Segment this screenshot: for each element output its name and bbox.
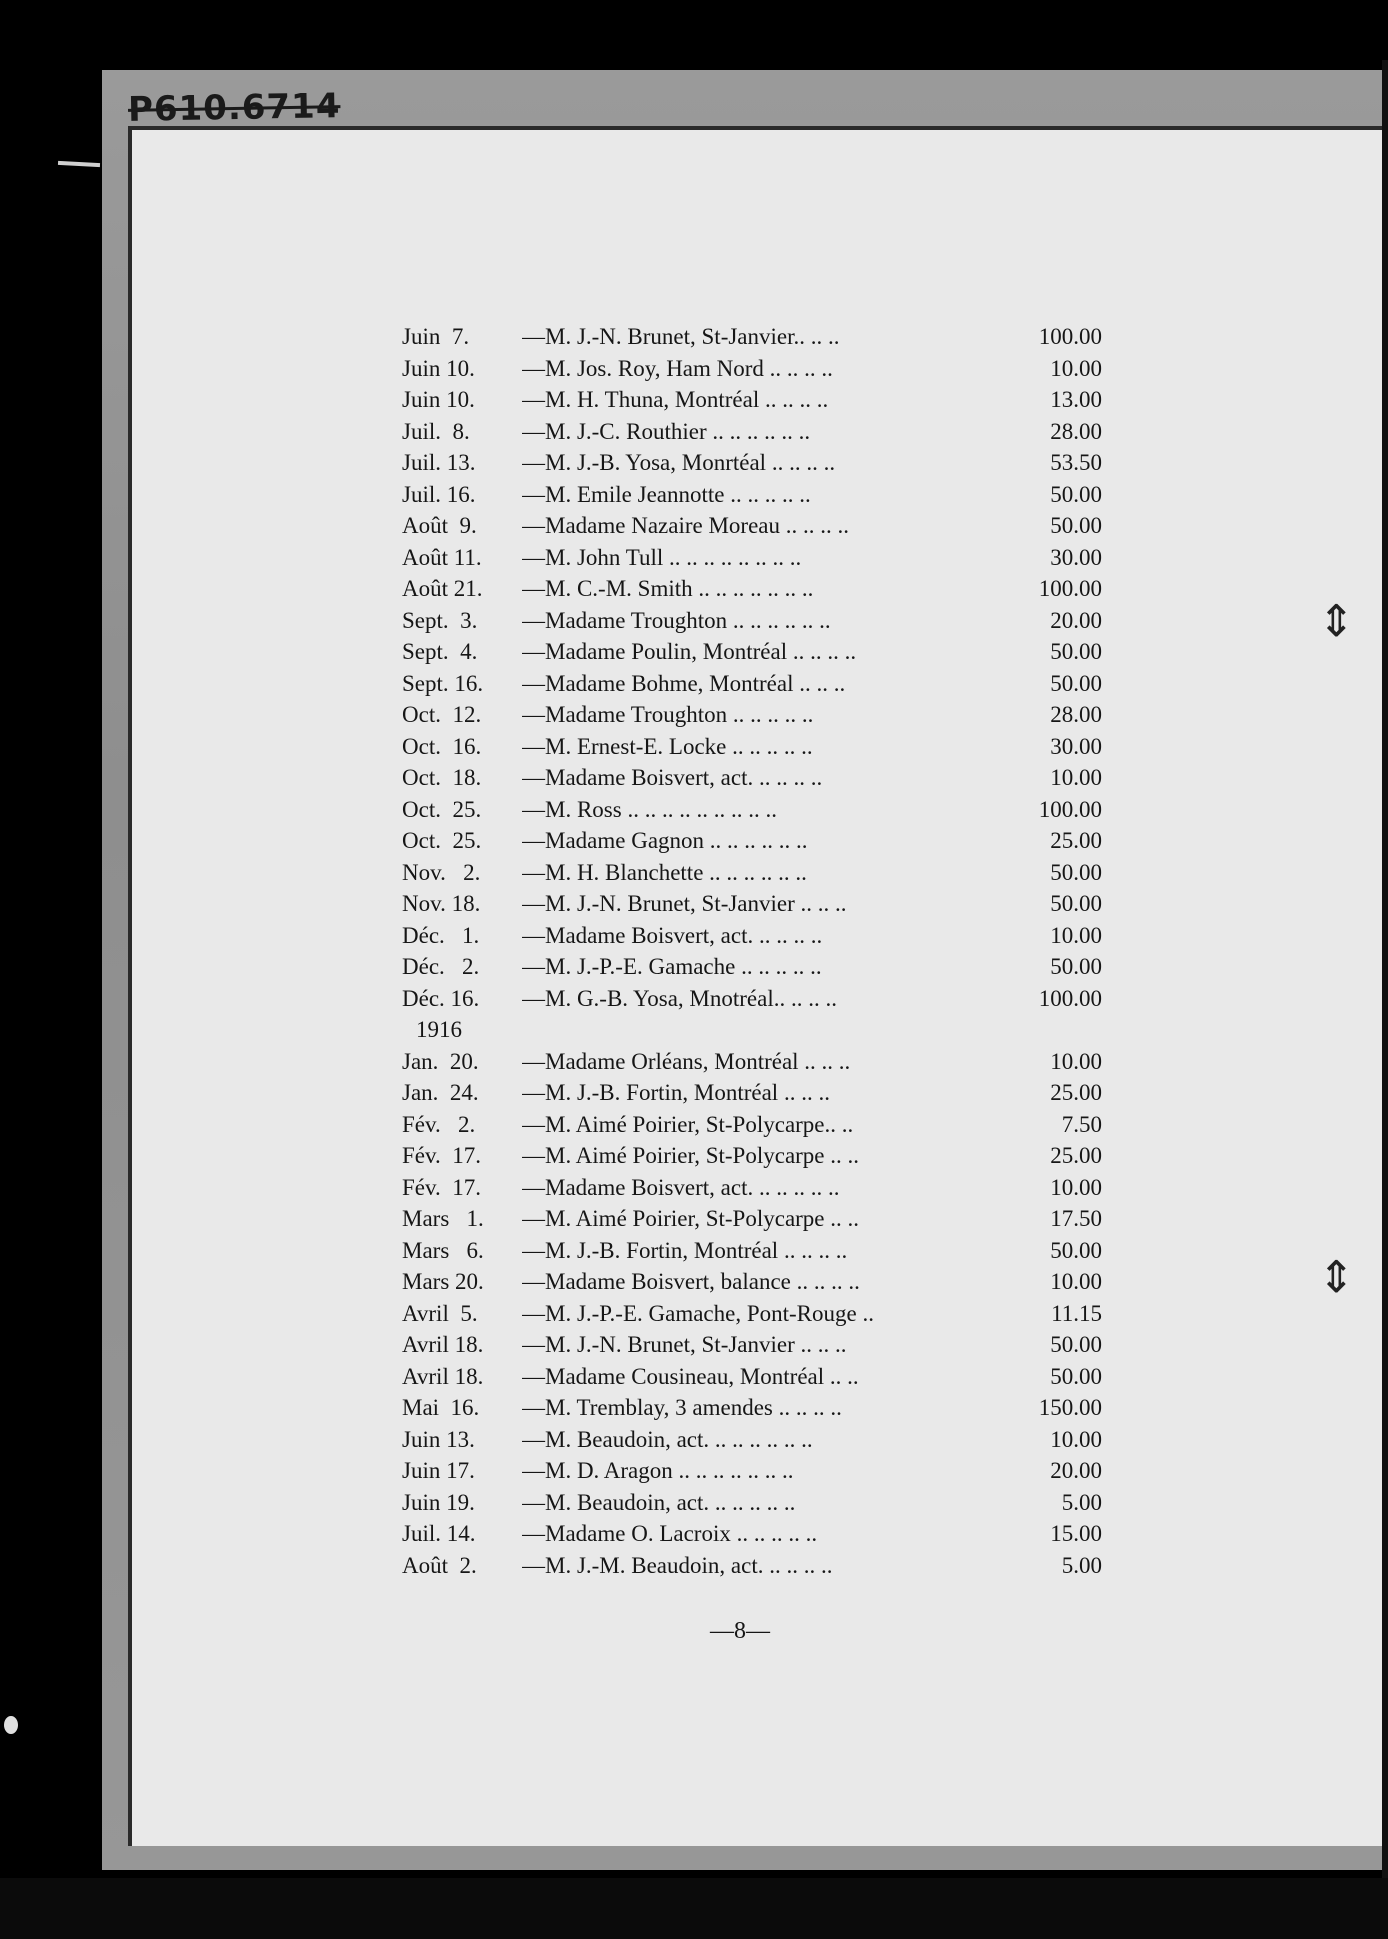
entry-date: Juil. 13. [402,450,476,475]
ledger-row [402,1175,1102,1207]
ledger-row [402,1458,1102,1490]
entry-description: —M. J.-B. Fortin, Montréal .. .. .. .. [522,1237,848,1263]
entry-date: Nov. 2. [402,859,481,885]
entry-amount: 100.00 [1038,796,1102,822]
entry-description: —M. Beaudoin, act. .. .. .. .. .. .. [522,1426,813,1452]
entry-description: —Madame Nazaire Moreau .. .. .. .. [522,513,849,538]
entry-date: Fév. 2. [402,1111,476,1137]
entry-amount: 17.50 [1050,1206,1102,1231]
entry-description: —M. J.-B. Fortin, Montréal .. .. .. [522,1080,830,1105]
entry-amount: 53.50 [1050,450,1102,475]
entry-date: Juil. 14. [402,1521,476,1546]
ledger-row [402,639,1102,671]
entry-amount: 20.00 [1050,1458,1102,1483]
entry-amount: 100.00 [1038,985,1102,1011]
entry-date: Juin 10. [402,387,475,412]
entry-amount: 30.00 [1050,544,1102,570]
entry-description: —Madame Troughton .. .. .. .. .. [522,702,814,727]
entry-description: —M. C.-M. Smith .. .. .. .. .. .. .. [522,576,814,601]
entry-description: —Madame Boisvert, act. .. .. .. .. .. [522,1174,840,1200]
ledger-row [402,324,1102,356]
entry-description: —M. J.-B. Yosa, Monrtéal .. .. .. .. [522,450,836,475]
entry-description: —Madame O. Lacroix .. .. .. .. .. [522,1521,818,1546]
margin-arrow-icon: ⇕ [1318,1252,1355,1303]
entry-date: Sept. 4. [402,639,478,664]
entry-amount: 10.00 [1050,765,1102,790]
entry-amount: 25.00 [1050,828,1102,853]
ledger-row [402,1143,1102,1175]
entry-description: —M. J.-P.-E. Gamache, Pont-Rouge .. [522,1300,874,1326]
ledger-row [402,986,1102,1018]
ledger-row [402,1238,1102,1270]
entry-date: Oct. 16. [402,733,482,759]
ledger-row [402,923,1102,955]
entry-amount: 50.00 [1050,1332,1102,1357]
entry-amount: 100.00 [1038,324,1102,349]
entry-description: —M. Aimé Poirier, St-Polycarpe.. .. [522,1111,854,1137]
entry-date: Juin 19. [402,1489,475,1515]
donation-ledger [402,324,1102,1584]
entry-amount: 28.00 [1050,702,1102,727]
ledger-row [402,356,1102,388]
ledger-row [402,1206,1102,1238]
ledger-row [402,1049,1102,1081]
entry-description: —M. Beaudoin, act. .. .. .. .. .. [522,1489,796,1515]
entry-date: Jan. 20. [402,1048,479,1074]
ledger-row [402,1269,1102,1301]
entry-date: Août 11. [402,544,482,570]
scan-right-edge [1382,60,1388,1900]
entry-amount: 10.00 [1050,1426,1102,1452]
ledger-row [402,1080,1102,1112]
entry-amount: 7.50 [1061,1111,1102,1137]
ledger-row [402,765,1102,797]
year-heading: 1916 [416,1017,462,1042]
entry-amount: 10.00 [1050,1269,1102,1294]
entry-description: —Madame Boisvert, balance .. .. .. .. [522,1269,860,1294]
entry-description: —Madame Bohme, Montréal .. .. .. [522,670,846,696]
entry-date: Avril 18. [402,1332,484,1357]
entry-date: Déc. 16. [402,985,480,1011]
ledger-row [402,702,1102,734]
scan-artifact-dot [4,1716,18,1734]
ledger-row [402,1112,1102,1144]
entry-date: Mai 16. [402,1395,480,1420]
entry-amount: 10.00 [1050,1048,1102,1074]
entry-description: —Madame Orléans, Montréal .. .. .. [522,1048,851,1074]
entry-date: Nov. 18. [402,891,481,916]
entry-description: —M. D. Aragon .. .. .. .. .. .. .. [522,1458,794,1483]
ledger-row [402,1490,1102,1522]
entry-description: —Madame Poulin, Montréal .. .. .. .. [522,639,857,664]
entry-description: —M. Jos. Roy, Ham Nord .. .. .. .. [522,355,833,381]
entry-amount: 25.00 [1050,1143,1102,1168]
entry-amount: 30.00 [1050,733,1102,759]
entry-amount: 50.00 [1050,1363,1102,1389]
entry-date: Août 21. [402,576,483,601]
entry-date: Avril 18. [402,1363,484,1389]
ledger-row [402,891,1102,923]
ledger-row [402,419,1102,451]
entry-description: —M. Tremblay, 3 amendes .. .. .. .. [522,1395,842,1420]
entry-description: —M. Aimé Poirier, St-Polycarpe .. .. [522,1143,860,1168]
ledger-row [402,545,1102,577]
ledger-row [402,608,1102,640]
ledger-row [402,1395,1102,1427]
ledger-row [402,1521,1102,1553]
entry-amount: 50.00 [1050,670,1102,696]
entry-amount: 15.00 [1050,1521,1102,1546]
entry-date: Août 2. [402,1552,477,1578]
entry-amount: 20.00 [1050,607,1102,633]
ledger-row [402,1301,1102,1333]
entry-date: Juil. 16. [402,481,476,507]
entry-amount: 100.00 [1038,576,1102,601]
entry-description: —M. Emile Jeannotte .. .. .. .. .. [522,481,811,507]
entry-description: —Madame Troughton .. .. .. .. .. .. [522,607,831,633]
ledger-row [402,1332,1102,1364]
entry-amount: 50.00 [1050,1237,1102,1263]
entry-date: Oct. 25. [402,828,482,853]
ledger-row [402,1427,1102,1459]
entry-description: —M. J.-N. Brunet, St-Janvier .. .. .. [522,1332,847,1357]
page-number: —8— [710,1618,770,1644]
ledger-row [402,954,1102,986]
entry-date: Juin 13. [402,1426,475,1452]
entry-amount: 50.00 [1050,639,1102,664]
entry-date: Oct. 25. [402,796,482,822]
ledger-row [402,513,1102,545]
entry-description: —Madame Gagnon .. .. .. .. .. .. [522,828,808,853]
ledger-row [402,450,1102,482]
entry-amount: 50.00 [1050,891,1102,916]
ledger-row [402,482,1102,514]
entry-date: Juil. 8. [402,418,470,444]
entry-description: —M. H. Blanchette .. .. .. .. .. .. [522,859,807,885]
entry-amount: 10.00 [1050,922,1102,948]
ledger-row [402,860,1102,892]
entry-date: Juin 7. [402,324,470,349]
entry-amount: 11.15 [1051,1300,1102,1326]
entry-amount: 150.00 [1038,1395,1102,1420]
entry-date: Sept. 16. [402,670,484,696]
entry-date: Juin 17. [402,1458,475,1483]
ledger-row [402,576,1102,608]
entry-description: —M. Ross .. .. .. .. .. .. .. .. .. [522,796,777,822]
entry-description: —M. J.-C. Routhier .. .. .. .. .. .. [522,418,811,444]
entry-description: —M. H. Thuna, Montréal .. .. .. .. [522,387,829,412]
entry-date: Mars 1. [402,1206,484,1231]
entry-description: —Madame Boisvert, act. .. .. .. .. [522,765,823,790]
ledger-row [402,797,1102,829]
ledger-row [402,1553,1102,1585]
scan-artifact-mark [58,161,100,167]
entry-date: Fév. 17. [402,1143,482,1168]
entry-date: Jan. 24. [402,1080,479,1105]
entry-date: Oct. 12. [402,702,482,727]
entry-date: Juin 10. [402,355,475,381]
entry-date: Sept. 3. [402,607,478,633]
entry-description: —M. Aimé Poirier, St-Polycarpe .. .. [522,1206,860,1231]
entry-amount: 28.00 [1050,418,1102,444]
ledger-row [402,734,1102,766]
archive-reference-stamp: P610.6714 [127,86,341,130]
ledger-row [402,1364,1102,1396]
entry-description: —M. Ernest-E. Locke .. .. .. .. .. [522,733,813,759]
entry-description: —M. J.-N. Brunet, St-Janvier .. .. .. [522,891,847,916]
ledger-row [402,387,1102,419]
entry-date: Fév. 17. [402,1174,482,1200]
margin-arrow-icon: ⇕ [1318,596,1355,647]
entry-amount: 50.00 [1050,859,1102,885]
entry-amount: 50.00 [1050,513,1102,538]
entry-amount: 25.00 [1050,1080,1102,1105]
entry-date: Avril 5. [402,1300,478,1326]
entry-description: —M. G.-B. Yosa, Mnotréal.. .. .. .. [522,985,837,1011]
entry-amount: 10.00 [1050,1174,1102,1200]
entry-amount: 50.00 [1050,954,1102,979]
ledger-row [402,671,1102,703]
entry-amount: 5.00 [1061,1552,1102,1578]
entry-date: Mars 6. [402,1237,484,1263]
entry-date: Déc. 1. [402,922,480,948]
entry-date: Déc. 2. [402,954,480,979]
entry-description: —M. John Tull .. .. .. .. .. .. .. .. [522,544,802,570]
entry-description: —M. J.-N. Brunet, St-Janvier.. .. .. [522,324,840,349]
entry-date: Août 9. [402,513,477,538]
entry-description: —M. J.-M. Beaudoin, act. .. .. .. .. [522,1552,833,1578]
entry-amount: 50.00 [1050,481,1102,507]
entry-amount: 10.00 [1050,355,1102,381]
entry-description: —M. J.-P.-E. Gamache .. .. .. .. .. [522,954,822,979]
ledger-row [402,828,1102,860]
entry-date: Oct. 18. [402,765,482,790]
entry-amount: 5.00 [1061,1489,1102,1515]
entry-description: —Madame Boisvert, act. .. .. .. .. [522,922,823,948]
entry-amount: 13.00 [1050,387,1102,412]
entry-date: Mars 20. [402,1269,484,1294]
entry-description: —Madame Cousineau, Montréal .. .. [522,1363,859,1389]
scan-bottom-edge [0,1878,1388,1939]
